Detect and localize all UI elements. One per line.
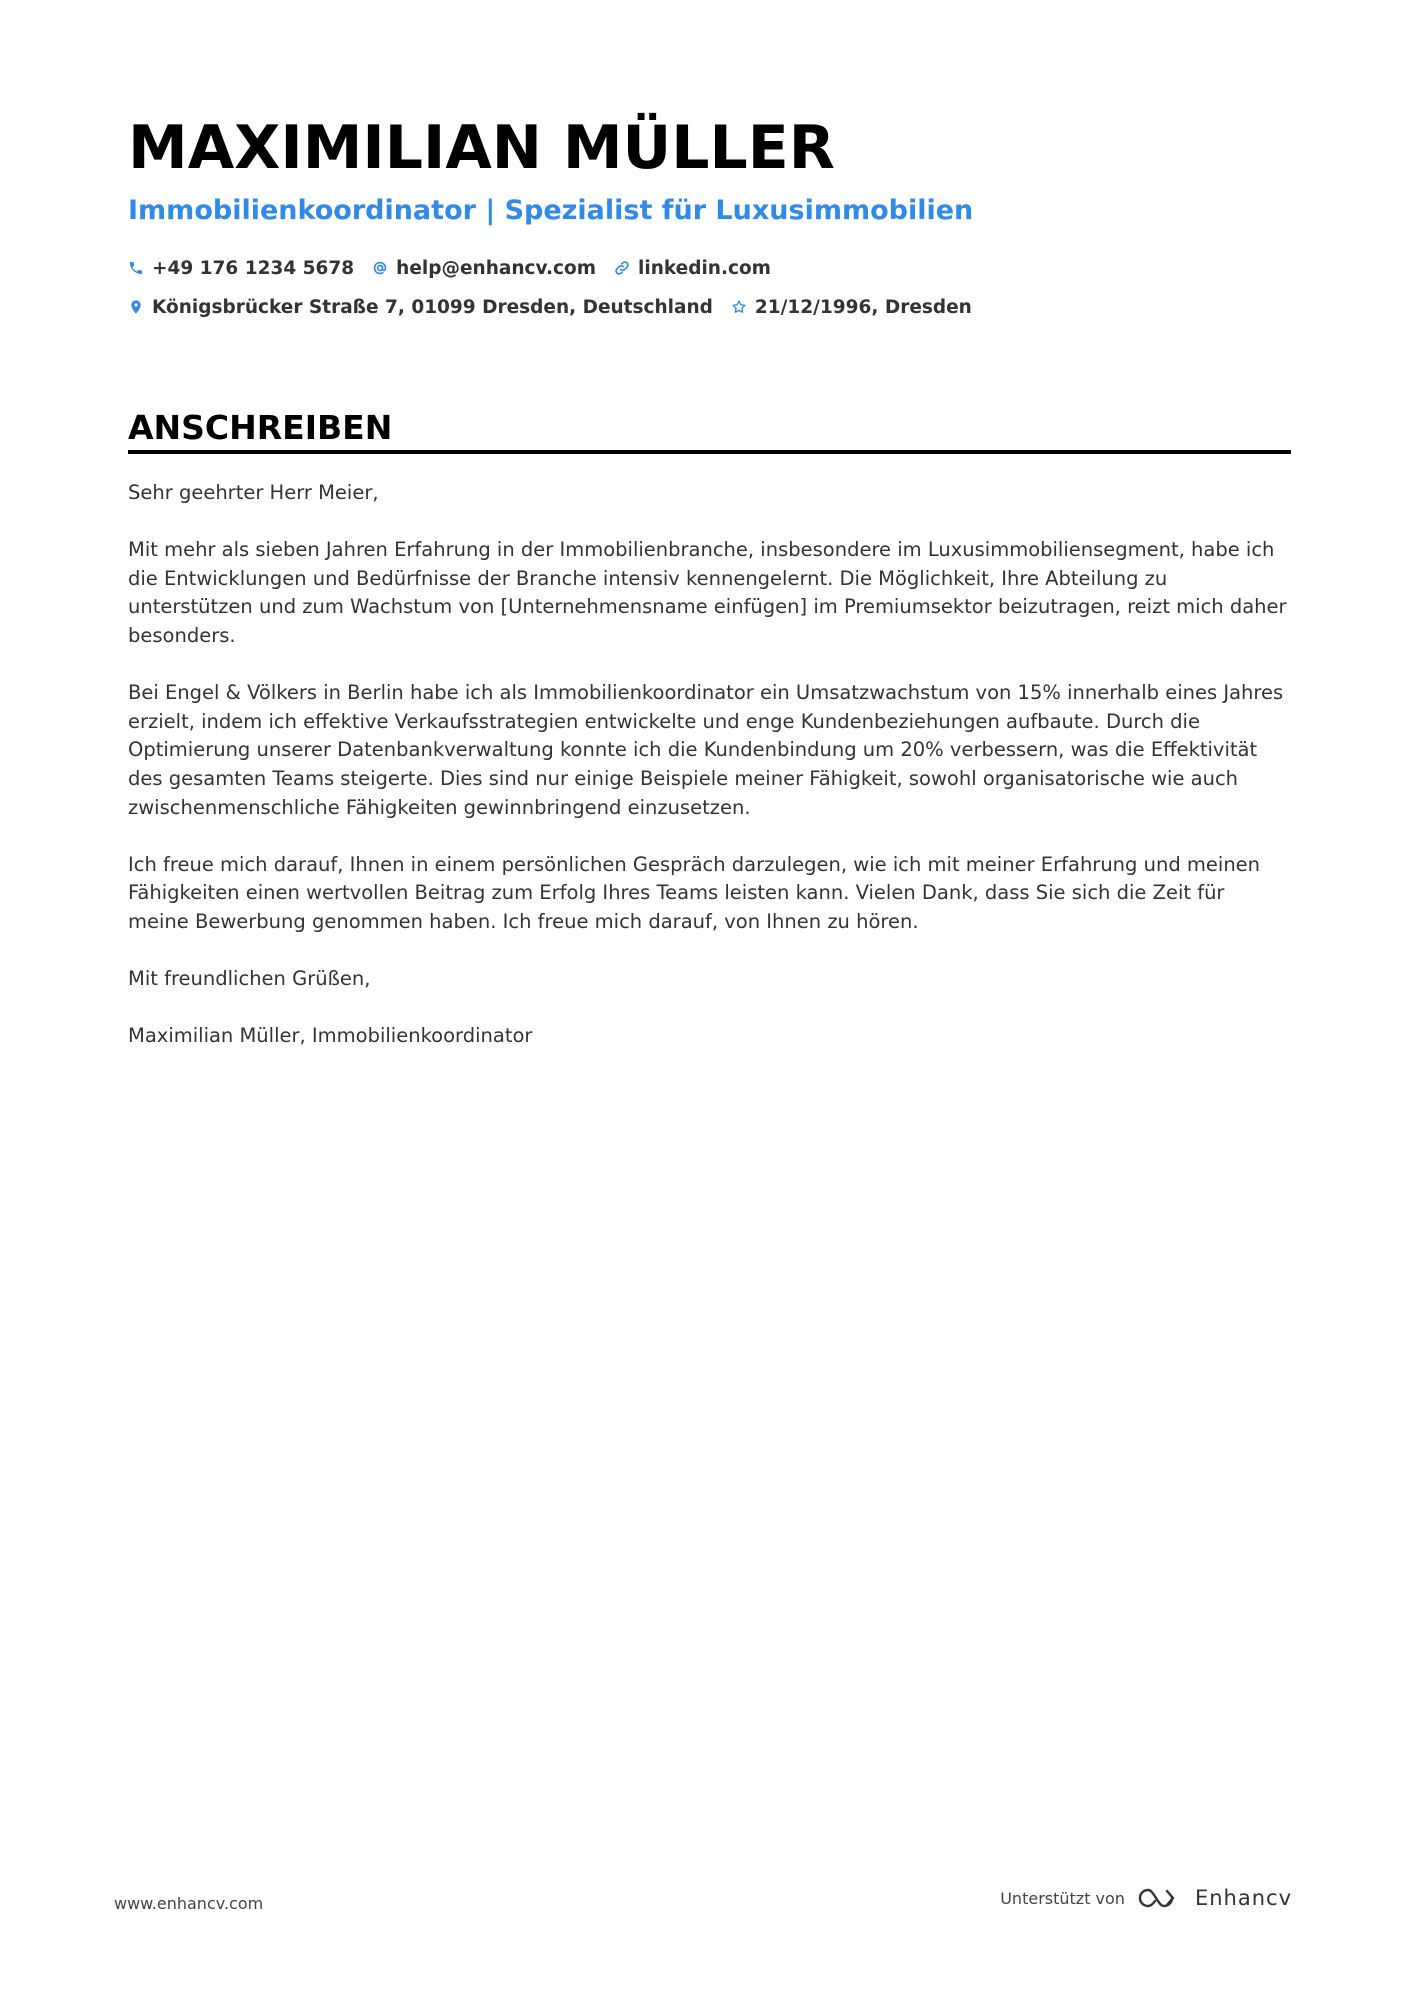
email-text: help@enhancv.com bbox=[396, 257, 597, 279]
letter-salutation: Sehr geehrter Herr Meier, bbox=[128, 481, 379, 504]
letter-signature: Maximilian Müller, Immobilienkoordinator bbox=[128, 1024, 533, 1048]
letter-body bbox=[128, 479, 1291, 1079]
letter-paragraph: Ich freue mich darauf, Ihnen in einem persönlichen Gespräch darzulegen, wie ich mit meiner Erfahrung und meinen Fähigkeiten einen wertvollen Beitrag zum Erfolg Ihres Teams leisten kann. Vielen Dank, dass Sie sich die Zeit für meine Bewerbung genommen haben. Ich freue mich darauf, von Ihnen zu hören. bbox=[128, 852, 1261, 933]
section-divider bbox=[128, 450, 1291, 454]
enhancv-logo-icon bbox=[1137, 1885, 1183, 1911]
letter-paragraph: Bei Engel & Völkers in Berlin habe ich als Immobilienkoordinator ein Umsatzwachstum von 15% innerhalb eines Jahres erzielt, indem ich effektive Verkaufsstrategien entwickelte und enge Kundenbeziehungen aufbaute. Durch die Optimierung unserer Datenbankverwaltung konnte ich die Kundenbindung um 20% verbessern, was die Effektivität des gesamten Teams steigerte. Dies sind nur einige Beispiele meiner Fähigkeit, sowohl organisatorische wie auch zwischenmenschliche Fähigkeiten gewinnbringend einzusetzen. bbox=[128, 681, 1284, 819]
footer-branding bbox=[1000, 1885, 1292, 1911]
contact-linkedin[interactable] bbox=[614, 258, 771, 279]
contact-phone bbox=[128, 258, 354, 279]
contact-address bbox=[128, 297, 713, 318]
linkedin-text: linkedin.com bbox=[638, 257, 771, 279]
phone-text: +49 176 1234 5678 bbox=[152, 257, 355, 279]
address-text: Königsbrücker Straße 7, 01099 Dresden, Deutschland bbox=[152, 296, 713, 318]
section-title: ANSCHREIBEN bbox=[128, 408, 393, 447]
contact-row-secondary bbox=[128, 293, 990, 321]
candidate-role: Immobilienkoordinator | Spezialist für Luxusimmobilien bbox=[128, 195, 974, 226]
footer-website[interactable]: www.enhancv.com bbox=[114, 1894, 264, 1913]
letter-paragraph: Mit mehr als sieben Jahren Erfahrung in der Immobilienbranche, insbesondere im Luxusimmobiliensegment, habe ich die Entwicklungen und Bedürfnisse der Branche intensiv kennengelernt. Die Möglichkeit, Ihre Abteilung zu unterstützen und zum Wachstum von [Unternehmensname einfügen] im Premiumsektor beizutragen, reizt mich daher besonders. bbox=[128, 538, 1287, 647]
powered-by-text: Unterstützt von bbox=[1000, 1888, 1125, 1908]
brand-name: Enhancv bbox=[1194, 1886, 1292, 1910]
star-icon bbox=[731, 299, 747, 315]
phone-icon bbox=[128, 260, 144, 276]
location-pin-icon bbox=[128, 299, 144, 315]
contact-row-primary bbox=[128, 254, 789, 282]
at-icon bbox=[372, 260, 388, 276]
birth-text: 21/12/1996, Dresden bbox=[754, 296, 972, 318]
contact-email[interactable] bbox=[372, 258, 596, 279]
link-icon bbox=[614, 260, 630, 276]
letter-closing: Mit freundlichen Grüßen, bbox=[128, 967, 371, 991]
contact-birth bbox=[731, 297, 972, 318]
candidate-name: MAXIMILIAN MÜLLER bbox=[128, 113, 835, 183]
